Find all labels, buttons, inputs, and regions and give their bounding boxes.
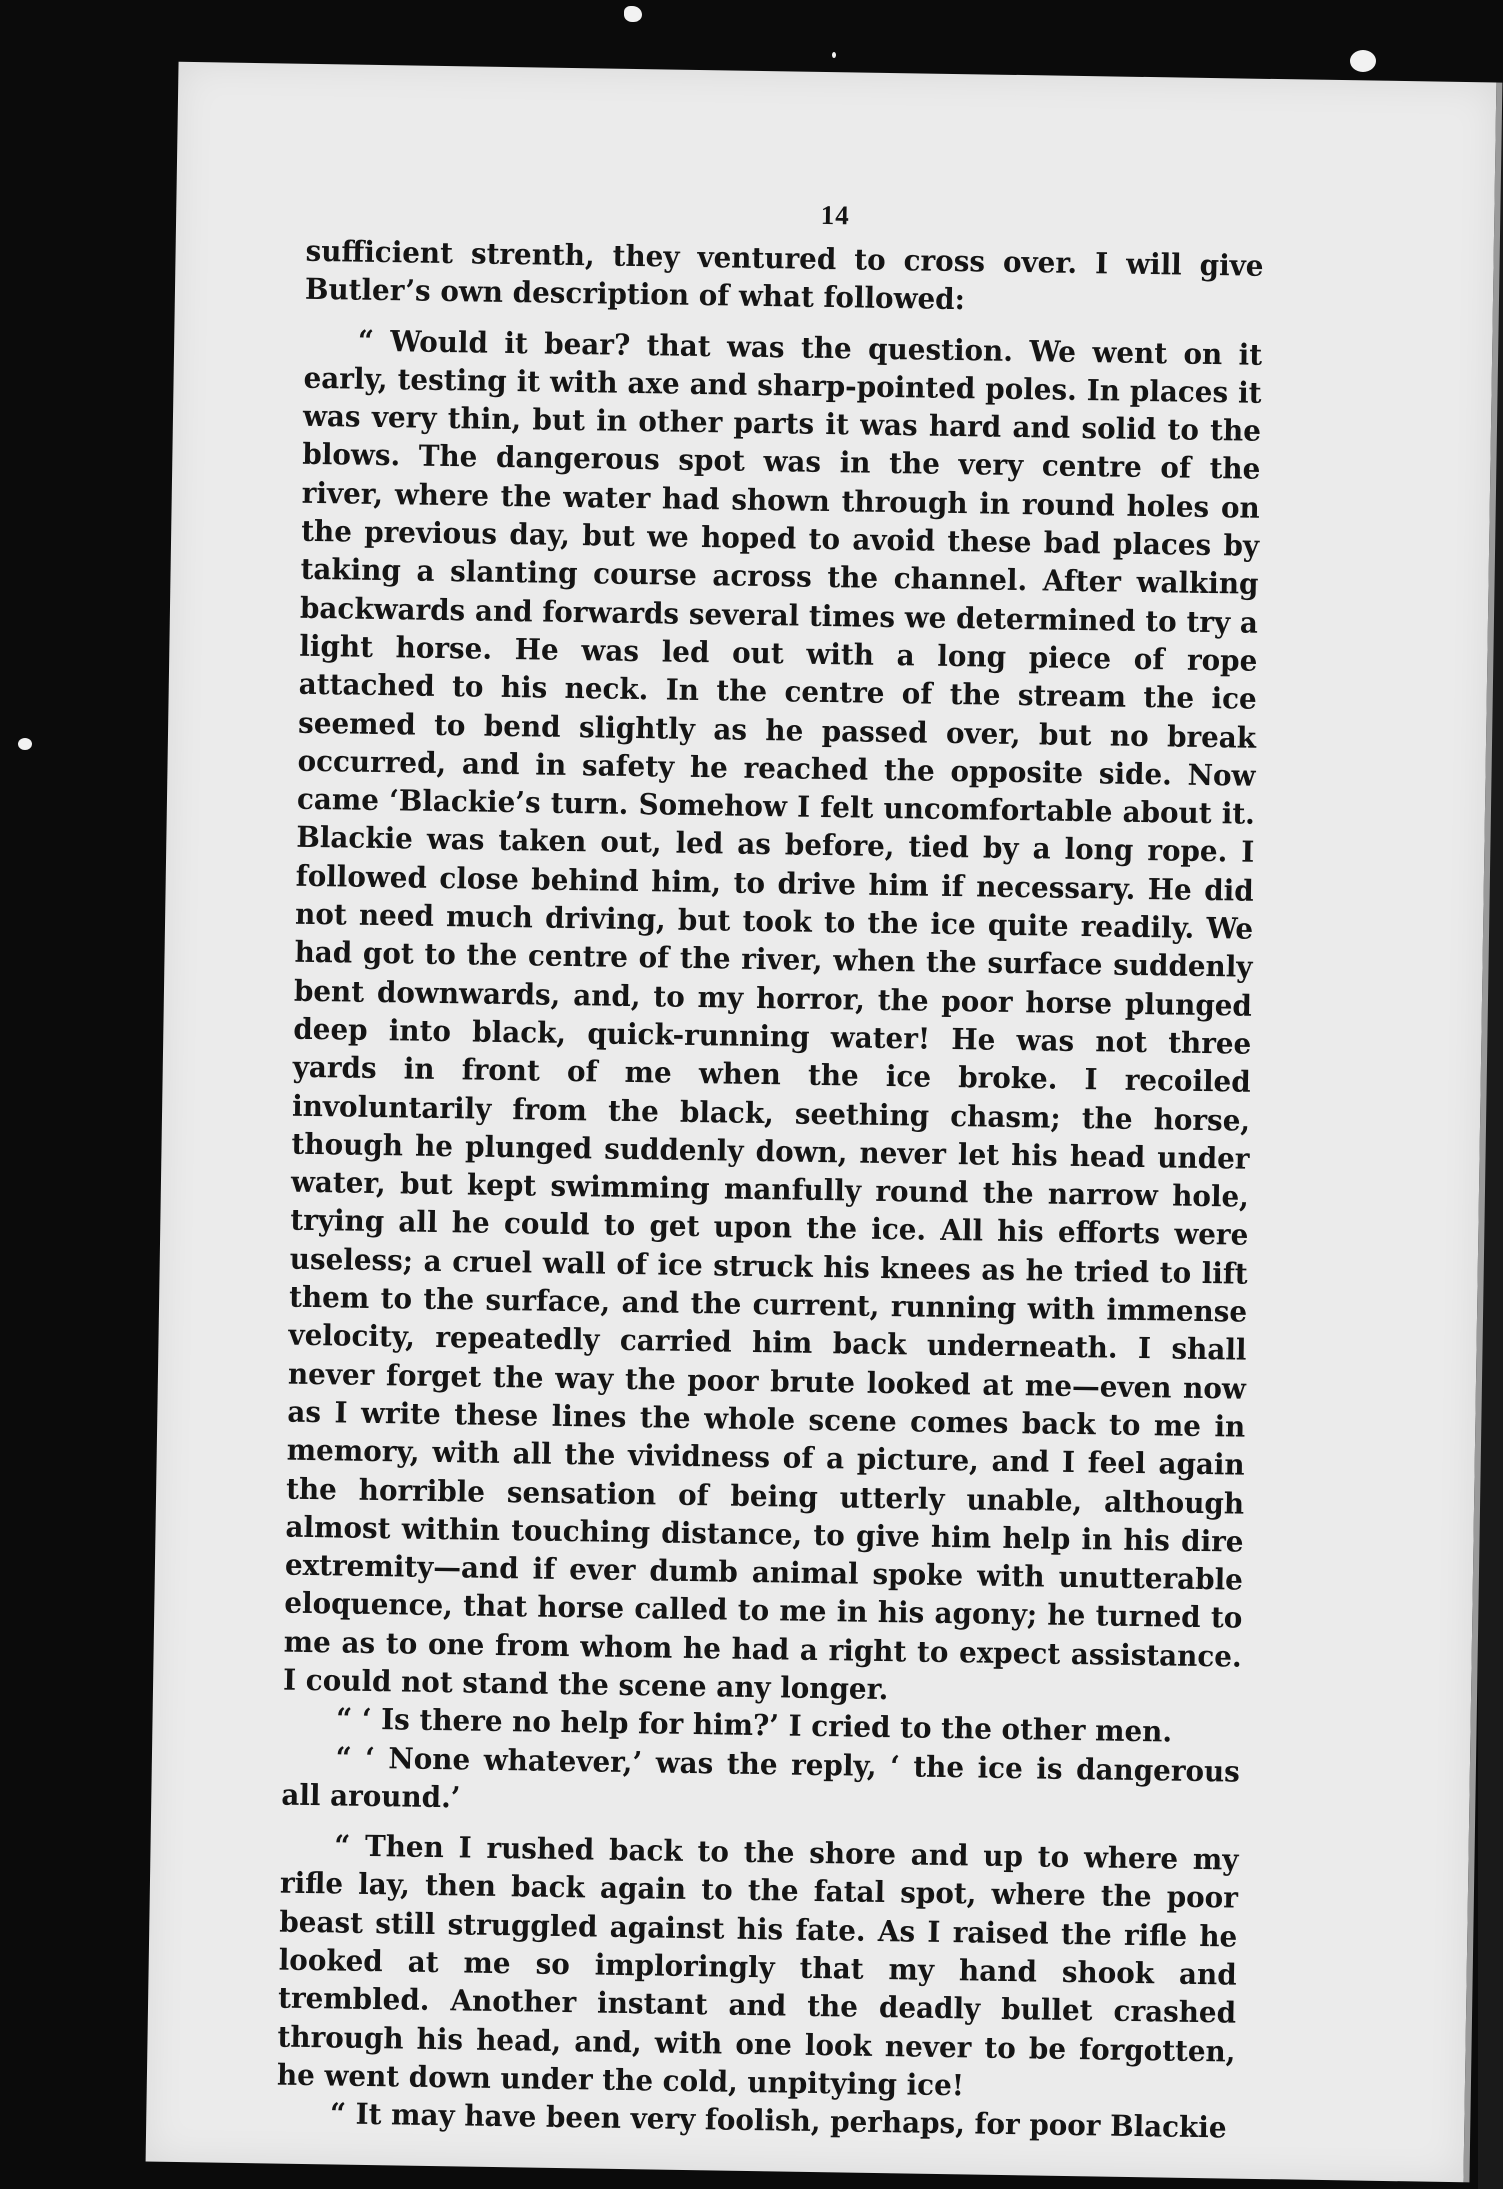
paragraph: “ It may have been very foolish, perhaps, for poor Blackie	[329, 2096, 1227, 2145]
dust-speck	[1350, 50, 1376, 72]
dust-speck	[624, 6, 642, 22]
dust-speck	[832, 52, 836, 58]
paragraph: sufficient strenth, they ventured to cross over. I will give Butler’s own description of what followed:	[304, 233, 1264, 317]
paragraph: “ Would it bear? that was the question. We went on it early, testing it with axe and sharp-pointed poles. In places it was very thin, but in other parts it was hard and solid to the blows. The dangerous spot was in the very centre of the river, where the water had shown through in round holes on the previous day, but we hoped to avoid these bad places by taking a slanting course across the channel. After walking backwards and forwards several times we determined to try a light horse. He was led out with a long piece of rope attached to his neck. In the centre of the stream the ice seemed to bend slightly as he passed over, but no break occurred, and in safety he reached the opposite side. Now came ‘Blackie’s turn. Somehow I felt uncomfortable about it. Blackie was taken out, led as before, tied by a long rope. I followed close behind him, to drive him if necessary. He did not need much driving, but took to the ice quite readily. We had got to the centre of the river, when the surface suddenly bent downwards, and, to my horror, the poor horse plunged deep into black, quick-running water! He was not three yards in front of me when the ice broke. I recoiled involuntarily from the black, seething chasm; the horse, though he plunged suddenly down, never let his head under water, but kept swimming manfully round the narrow hole, trying all he could to get upon the ice. All his efforts were useless; a cruel wall of ice struck his knees as he tried to lift them to the surface, and the current, running with immense velocity, repeatedly carried him back underneath. I shall never forget the way the poor brute looked at me—even now as I write these lines the whole scene comes back to me in memory, with all the vividness of a picture, and I feel again the horrible sensation of being utterly unable, although almost within touching distance, to give him help in his dire extremity—and if ever dumb animal spoke with unutterable eloquence, that horse called to me in his agony; he turned to me as to one from whom he had a right to expect assistance. I could not stand the scene any longer.	[282, 323, 1263, 1707]
paragraph: “ ‘ Is there no help for him?’ I cried to the other men.	[335, 1701, 1173, 1749]
paragraph: “ ‘ None whatever,’ was the reply, ‘ the ice is dangerous all around.’	[281, 1740, 1241, 1815]
page-text	[276, 232, 1264, 2147]
book-page	[146, 62, 1497, 2182]
dust-speck	[18, 738, 32, 750]
page-number: 14	[820, 199, 850, 231]
paragraph: “ Then I rushed back to the shore and up to where my rifle lay, then back again to the fatal spot, where the poor beast still struggled against his fate. As I raised the rifle he looked at me so imploringly that my hand shook and trembled. Another instant and the deadly bullet crashed through his head, and, with one look never to be forgotten, he went down under the cold, unpitying ice!	[276, 1828, 1239, 2103]
